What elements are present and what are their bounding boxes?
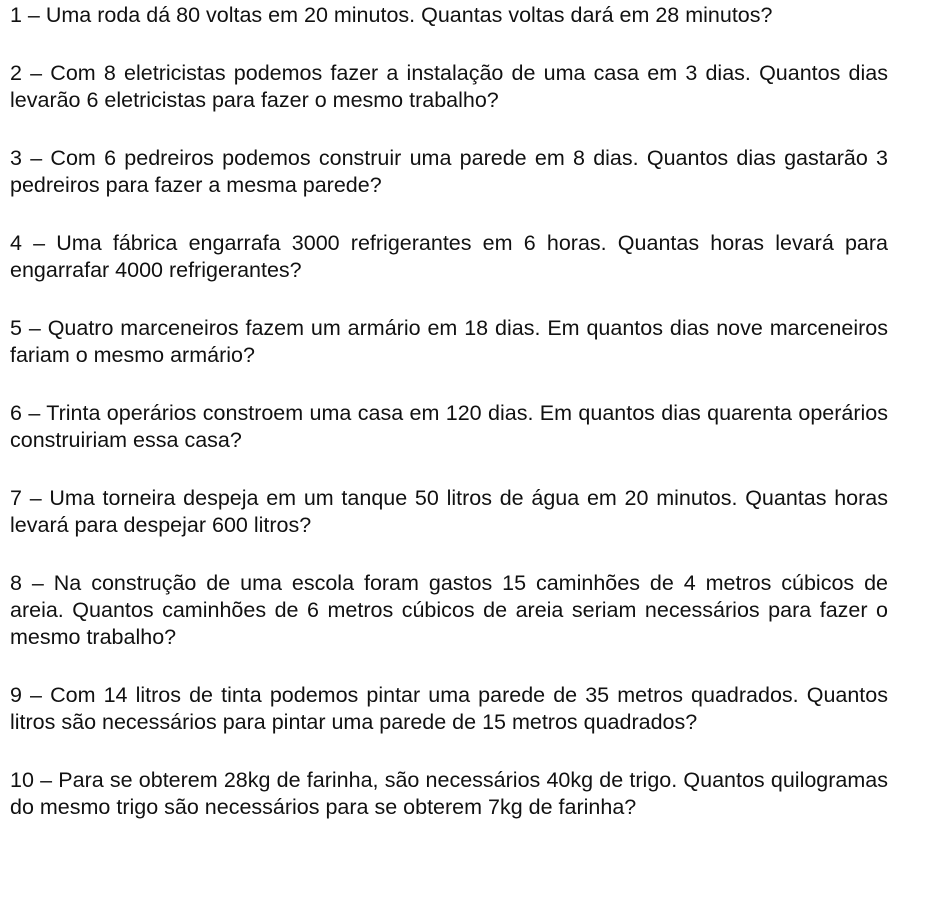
question-7: 7 – Uma torneira despeja em um tanque 50 litros de água em 20 minutos. Quantas horas levará para despejar 600 litros? xyxy=(10,486,888,537)
question-8: 8 – Na construção de uma escola foram gastos 15 caminhões de 4 metros cúbicos de areia. Quantos caminhões de 6 metros cúbicos de areia seriam necessários para fazer o mesmo trabalho? xyxy=(10,571,888,649)
exercise-list xyxy=(10,2,888,821)
question-5: 5 – Quatro marceneiros fazem um armário em 18 dias. Em quantos dias nove marceneiros fariam o mesmo armário? xyxy=(10,316,888,367)
question-1: 1 – Uma roda dá 80 voltas em 20 minutos. Quantas voltas dará em 28 minutos? xyxy=(10,3,773,27)
question-4: 4 – Uma fábrica engarrafa 3000 refrigerantes em 6 horas. Quantas horas levará para engarrafar 4000 refrigerantes? xyxy=(10,231,888,282)
question-9: 9 – Com 14 litros de tinta podemos pintar uma parede de 35 metros quadrados. Quantos litros são necessários para pintar uma parede de 15 metros quadrados? xyxy=(10,683,888,734)
question-2: 2 – Com 8 eletricistas podemos fazer a instalação de uma casa em 3 dias. Quantos dias levarão 6 eletricistas para fazer o mesmo trabalho? xyxy=(10,61,888,112)
question-3: 3 – Com 6 pedreiros podemos construir uma parede em 8 dias. Quantos dias gastarão 3 pedreiros para fazer a mesma parede? xyxy=(10,146,888,197)
question-10: 10 – Para se obterem 28kg de farinha, são necessários 40kg de trigo. Quantos quilogramas do mesmo trigo são necessários para se obterem 7kg de farinha? xyxy=(10,768,888,819)
question-6: 6 – Trinta operários constroem uma casa em 120 dias. Em quantos dias quarenta operários construiriam essa casa? xyxy=(10,401,888,452)
